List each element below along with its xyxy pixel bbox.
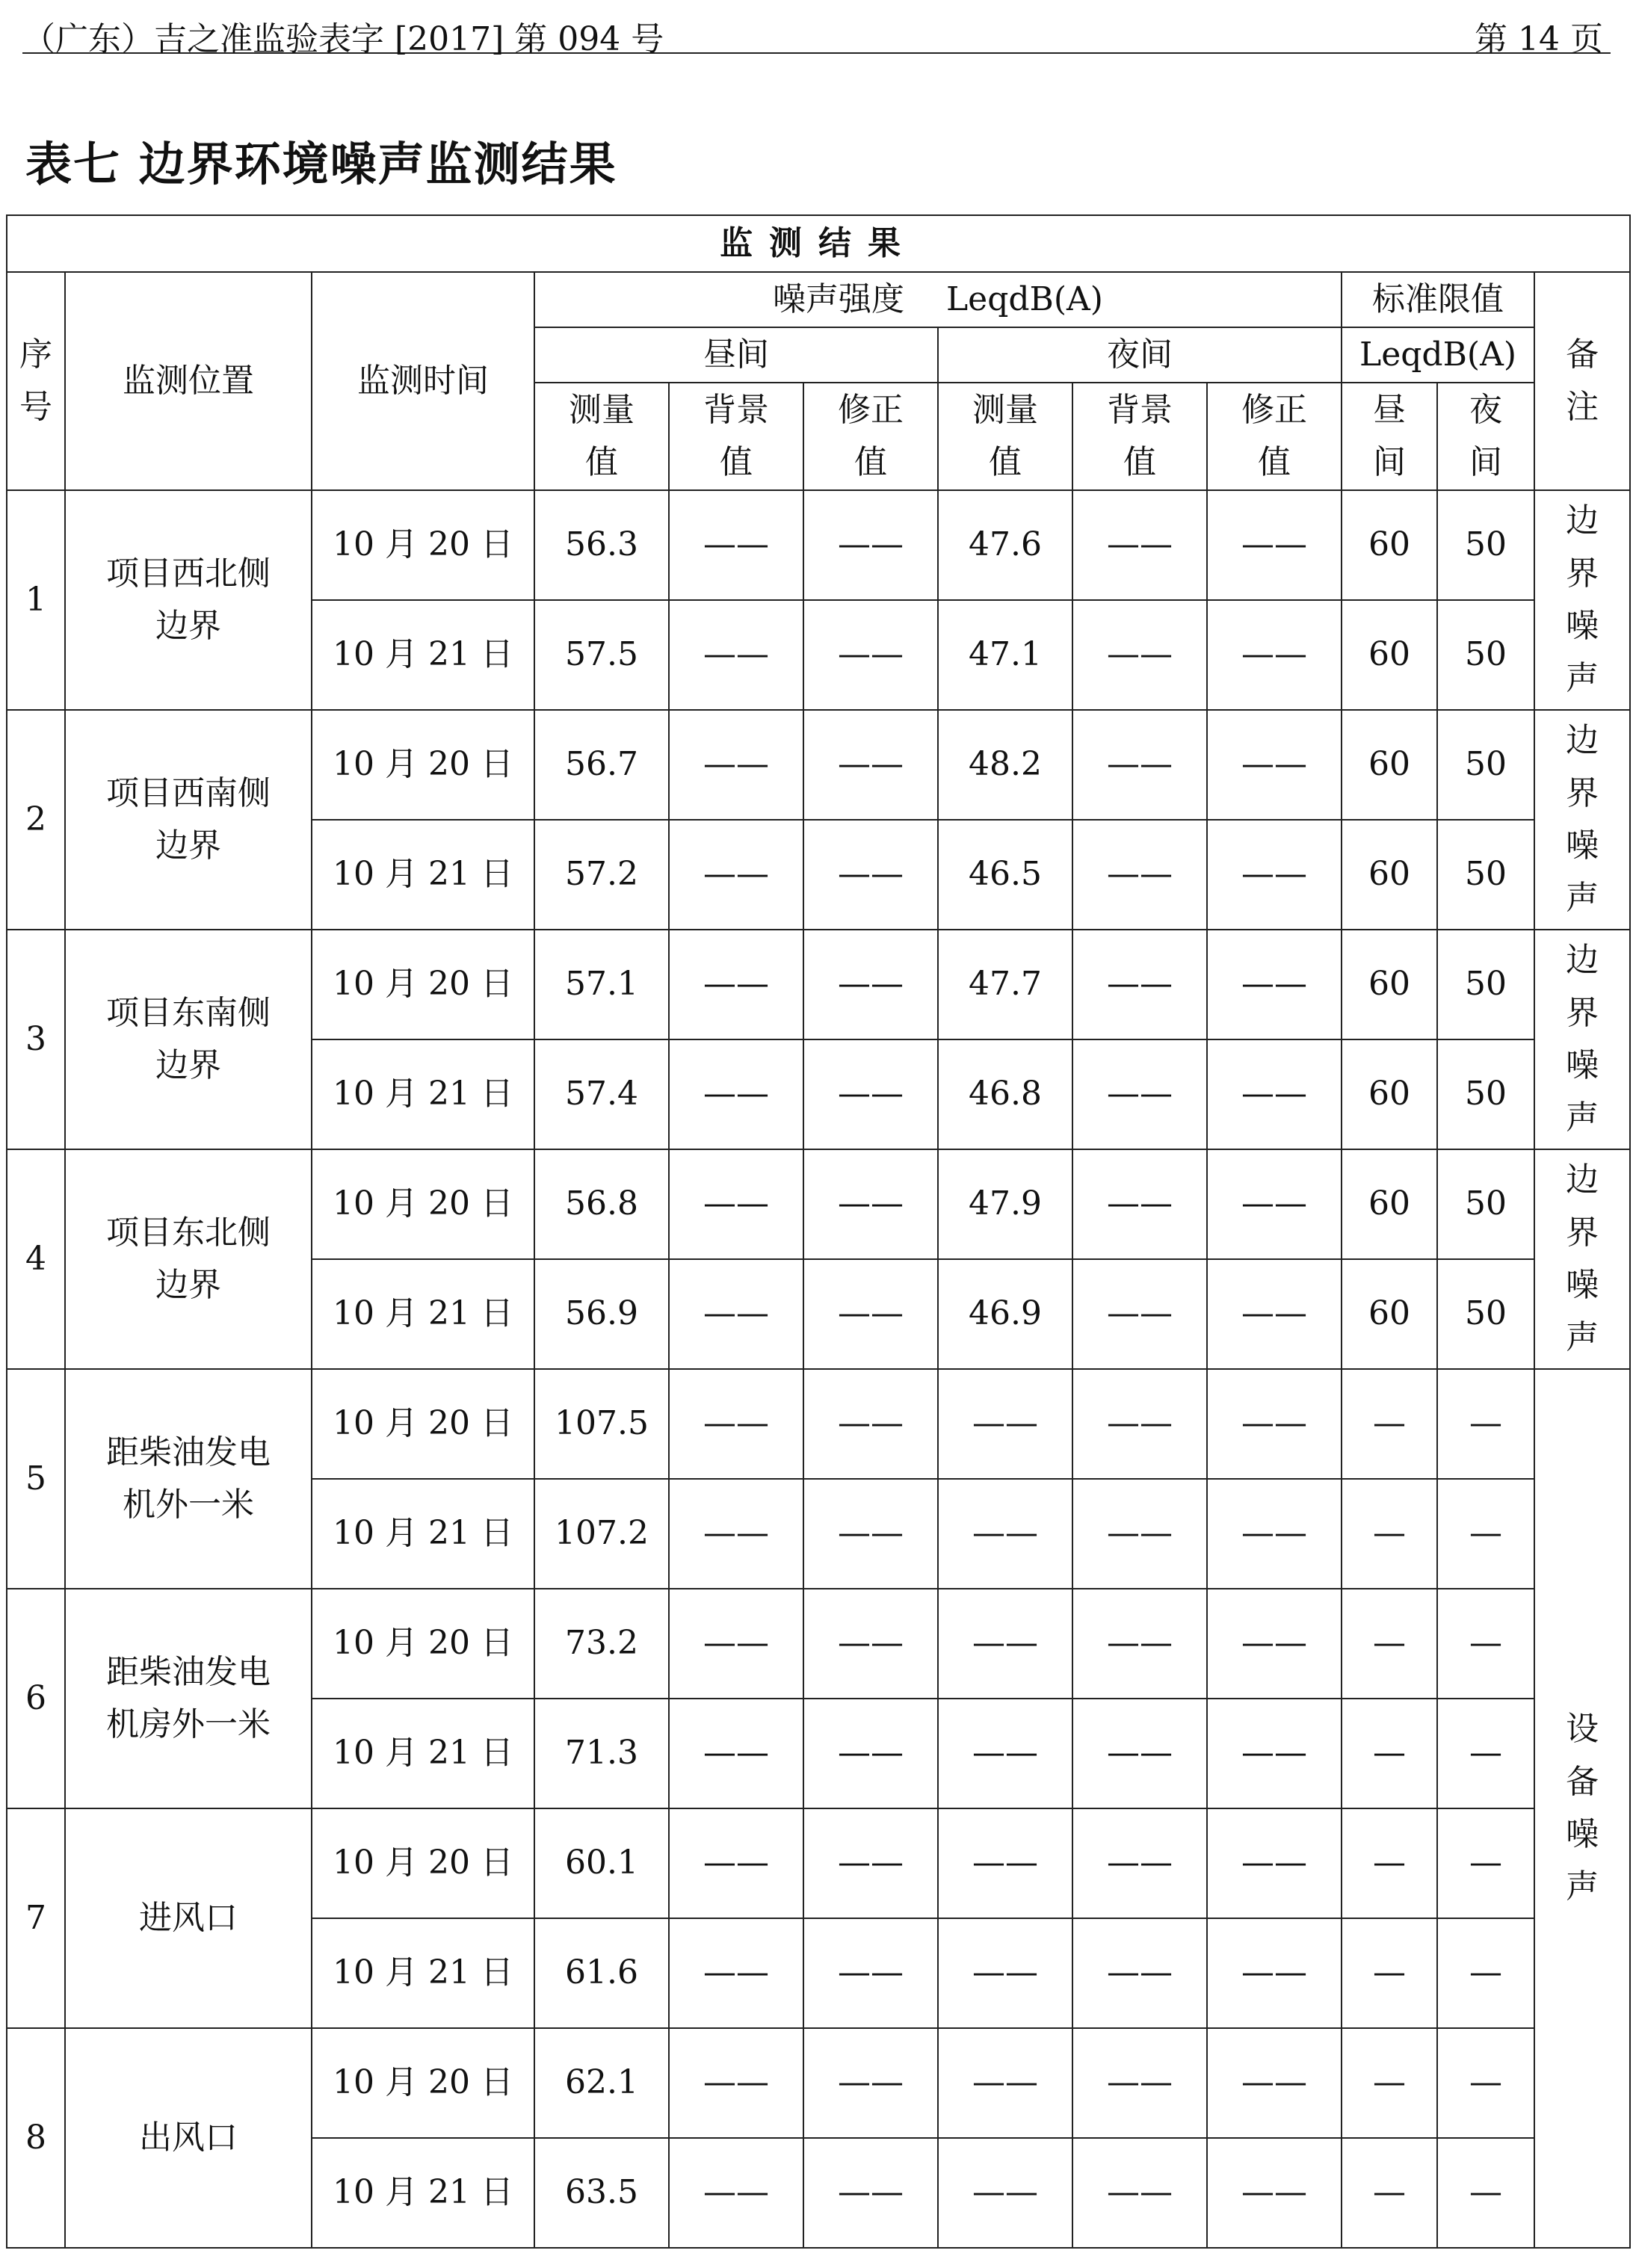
- cell-day-corrected: ——: [803, 1808, 938, 1918]
- cell-day-measured: 57.5: [534, 600, 669, 710]
- cell-time: 10 月 21 日: [312, 820, 534, 930]
- header-night-background: 背景值: [1072, 383, 1207, 490]
- cell-remark: 边界噪声: [1534, 490, 1630, 710]
- cell-night-corrected: ——: [1207, 1589, 1342, 1699]
- cell-seq: 1: [7, 490, 65, 710]
- cell-day-measured: 62.1: [534, 2028, 669, 2138]
- cell-time: 10 月 21 日: [312, 1699, 534, 1808]
- cell-day-background: ——: [669, 1918, 803, 2028]
- cell-day-background: ——: [669, 1149, 803, 1259]
- cell-night-background: ——: [1072, 1479, 1207, 1589]
- cell-limit-day: 60: [1342, 600, 1437, 710]
- cell-limit-night: 50: [1437, 490, 1534, 600]
- cell-night-measured: ——: [938, 1369, 1072, 1479]
- cell-limit-day: 60: [1342, 490, 1437, 600]
- cell-night-corrected: ——: [1207, 2138, 1342, 2248]
- cell-seq: 7: [7, 1808, 65, 2028]
- cell-day-background: ——: [669, 1589, 803, 1699]
- table-row: [7, 930, 1630, 1039]
- cell-night-corrected: ——: [1207, 930, 1342, 1039]
- cell-time: 10 月 20 日: [312, 710, 534, 820]
- cell-day-background: ——: [669, 2138, 803, 2248]
- cell-night-measured: ——: [938, 1918, 1072, 2028]
- page-number: 第 14 页: [1475, 20, 1603, 58]
- cell-day-measured: 73.2: [534, 1589, 669, 1699]
- cell-location: 项目西南侧边界: [65, 710, 312, 930]
- header-limit-day: 昼间: [1342, 383, 1437, 490]
- cell-day-corrected: ——: [803, 820, 938, 930]
- cell-seq: 3: [7, 930, 65, 1149]
- cell-day-corrected: ——: [803, 600, 938, 710]
- cell-limit-day: 60: [1342, 1259, 1437, 1369]
- cell-day-corrected: ——: [803, 1149, 938, 1259]
- cell-time: 10 月 20 日: [312, 1589, 534, 1699]
- cell-night-measured: 46.8: [938, 1039, 1072, 1149]
- cell-night-corrected: ——: [1207, 1039, 1342, 1149]
- cell-day-measured: 63.5: [534, 2138, 669, 2248]
- cell-limit-night: —: [1437, 2028, 1534, 2138]
- cell-night-measured: ——: [938, 2028, 1072, 2138]
- cell-night-measured: ——: [938, 1589, 1072, 1699]
- cell-night-corrected: ——: [1207, 1369, 1342, 1479]
- cell-day-measured: 56.3: [534, 490, 669, 600]
- cell-limit-night: 50: [1437, 1039, 1534, 1149]
- cell-night-measured: 47.7: [938, 930, 1072, 1039]
- cell-day-background: ——: [669, 1479, 803, 1589]
- header-limit-title: 标准限值: [1342, 272, 1534, 327]
- header-time: 监测时间: [312, 272, 534, 490]
- cell-day-background: ——: [669, 2028, 803, 2138]
- cell-night-background: ——: [1072, 1259, 1207, 1369]
- cell-night-background: ——: [1072, 1808, 1207, 1918]
- cell-day-background: ——: [669, 820, 803, 930]
- cell-night-corrected: ——: [1207, 1918, 1342, 2028]
- cell-time: 10 月 21 日: [312, 1259, 534, 1369]
- cell-remark: 边界噪声: [1534, 710, 1630, 930]
- header-day-corrected: 修正值: [803, 383, 938, 490]
- cell-time: 10 月 21 日: [312, 2138, 534, 2248]
- cell-night-background: ——: [1072, 1039, 1207, 1149]
- cell-time: 10 月 20 日: [312, 490, 534, 600]
- cell-night-background: ——: [1072, 820, 1207, 930]
- cell-night-background: ——: [1072, 1149, 1207, 1259]
- cell-day-measured: 57.1: [534, 930, 669, 1039]
- cell-limit-night: —: [1437, 1918, 1534, 2028]
- table-row: [7, 710, 1630, 820]
- cell-limit-day: 60: [1342, 1039, 1437, 1149]
- cell-night-measured: 46.9: [938, 1259, 1072, 1369]
- cell-night-background: ——: [1072, 2138, 1207, 2248]
- cell-night-measured: ——: [938, 1808, 1072, 1918]
- cell-day-measured: 57.4: [534, 1039, 669, 1149]
- cell-day-corrected: ——: [803, 1918, 938, 2028]
- cell-night-measured: 48.2: [938, 710, 1072, 820]
- cell-location: 距柴油发电机房外一米: [65, 1589, 312, 1808]
- cell-night-background: ——: [1072, 710, 1207, 820]
- cell-day-measured: 61.6: [534, 1918, 669, 2028]
- header-seq: 序号: [7, 272, 65, 490]
- cell-night-background: ——: [1072, 1699, 1207, 1808]
- cell-day-measured: 60.1: [534, 1808, 669, 1918]
- header-limit-unit: LeqdB(A): [1342, 327, 1534, 383]
- header-day-background: 背景值: [669, 383, 803, 490]
- cell-limit-night: 50: [1437, 1149, 1534, 1259]
- cell-night-corrected: ——: [1207, 1259, 1342, 1369]
- cell-night-corrected: ——: [1207, 820, 1342, 930]
- cell-night-background: ——: [1072, 1589, 1207, 1699]
- cell-time: 10 月 20 日: [312, 1369, 534, 1479]
- cell-limit-day: —: [1342, 1918, 1437, 2028]
- cell-day-background: ——: [669, 1369, 803, 1479]
- cell-limit-night: 50: [1437, 1259, 1534, 1369]
- header-intensity: 噪声强度 LeqdB(A): [534, 272, 1342, 327]
- cell-night-background: ——: [1072, 490, 1207, 600]
- header-night: 夜间: [938, 327, 1342, 383]
- cell-limit-day: —: [1342, 1479, 1437, 1589]
- cell-time: 10 月 21 日: [312, 1039, 534, 1149]
- cell-limit-day: —: [1342, 2138, 1437, 2248]
- cell-limit-night: 50: [1437, 600, 1534, 710]
- cell-limit-night: —: [1437, 1369, 1534, 1479]
- cell-seq: 6: [7, 1589, 65, 1808]
- cell-limit-day: —: [1342, 2028, 1437, 2138]
- cell-night-measured: 47.6: [938, 490, 1072, 600]
- cell-limit-day: —: [1342, 1589, 1437, 1699]
- cell-seq: 4: [7, 1149, 65, 1369]
- cell-night-measured: 46.5: [938, 820, 1072, 930]
- page-header: [22, 4, 1611, 58]
- cell-night-background: ——: [1072, 2028, 1207, 2138]
- header-night-corrected: 修正值: [1207, 383, 1342, 490]
- cell-night-background: ——: [1072, 1369, 1207, 1479]
- cell-night-corrected: ——: [1207, 1699, 1342, 1808]
- cell-day-background: ——: [669, 1808, 803, 1918]
- cell-time: 10 月 21 日: [312, 1479, 534, 1589]
- cell-location: 距柴油发电机外一米: [65, 1369, 312, 1589]
- cell-location: 进风口: [65, 1808, 312, 2028]
- cell-day-measured: 57.2: [534, 820, 669, 930]
- noise-monitoring-table: [6, 214, 1631, 2249]
- cell-day-corrected: ——: [803, 1369, 938, 1479]
- cell-location: 项目西北侧边界: [65, 490, 312, 710]
- cell-day-background: ——: [669, 710, 803, 820]
- document-reference: （广东）吉之准监验表字 [2017] 第 094 号: [22, 20, 664, 58]
- cell-day-background: ——: [669, 1699, 803, 1808]
- table-row: [7, 1149, 1630, 1259]
- table-row: [7, 1369, 1630, 1479]
- table-row: [7, 490, 1630, 600]
- header-remark: 备注: [1534, 272, 1630, 490]
- table-title: 监测结果: [7, 215, 1630, 272]
- cell-night-corrected: ——: [1207, 2028, 1342, 2138]
- header-location: 监测位置: [65, 272, 312, 490]
- cell-night-corrected: ——: [1207, 600, 1342, 710]
- cell-limit-night: —: [1437, 1479, 1534, 1589]
- cell-day-background: ——: [669, 600, 803, 710]
- cell-night-corrected: ——: [1207, 1149, 1342, 1259]
- cell-limit-day: 60: [1342, 1149, 1437, 1259]
- cell-night-measured: 47.1: [938, 600, 1072, 710]
- cell-limit-night: —: [1437, 1699, 1534, 1808]
- cell-day-background: ——: [669, 490, 803, 600]
- cell-day-measured: 56.8: [534, 1149, 669, 1259]
- cell-day-corrected: ——: [803, 1699, 938, 1808]
- cell-location: 项目东北侧边界: [65, 1149, 312, 1369]
- header-night-measured: 测量值: [938, 383, 1072, 490]
- cell-day-measured: 107.2: [534, 1479, 669, 1589]
- cell-night-measured: ——: [938, 2138, 1072, 2248]
- cell-night-background: ——: [1072, 930, 1207, 1039]
- cell-limit-day: —: [1342, 1808, 1437, 1918]
- cell-limit-day: 60: [1342, 820, 1437, 930]
- header-limit-night: 夜间: [1437, 383, 1534, 490]
- cell-seq: 5: [7, 1369, 65, 1589]
- cell-day-measured: 107.5: [534, 1369, 669, 1479]
- cell-night-measured: ——: [938, 1479, 1072, 1589]
- cell-day-corrected: ——: [803, 1589, 938, 1699]
- cell-location: 项目东南侧边界: [65, 930, 312, 1149]
- cell-day-corrected: ——: [803, 490, 938, 600]
- table-row: [7, 2028, 1630, 2138]
- cell-day-corrected: ——: [803, 2138, 938, 2248]
- header-day: 昼间: [534, 327, 938, 383]
- cell-day-corrected: ——: [803, 1259, 938, 1369]
- cell-night-corrected: ——: [1207, 710, 1342, 820]
- cell-night-background: ——: [1072, 600, 1207, 710]
- cell-day-background: ——: [669, 930, 803, 1039]
- cell-time: 10 月 20 日: [312, 930, 534, 1039]
- cell-seq: 2: [7, 710, 65, 930]
- header-day-measured: 测量值: [534, 383, 669, 490]
- cell-day-corrected: ——: [803, 710, 938, 820]
- cell-limit-night: 50: [1437, 930, 1534, 1039]
- cell-day-corrected: ——: [803, 2028, 938, 2138]
- cell-day-measured: 56.7: [534, 710, 669, 820]
- cell-time: 10 月 20 日: [312, 1149, 534, 1259]
- cell-remark: 边界噪声: [1534, 930, 1630, 1149]
- cell-day-corrected: ——: [803, 1479, 938, 1589]
- cell-location: 出风口: [65, 2028, 312, 2248]
- cell-night-corrected: ——: [1207, 1479, 1342, 1589]
- cell-limit-day: —: [1342, 1699, 1437, 1808]
- cell-time: 10 月 20 日: [312, 1808, 534, 1918]
- cell-time: 10 月 21 日: [312, 1918, 534, 2028]
- cell-limit-night: 50: [1437, 710, 1534, 820]
- table-row: [7, 1589, 1630, 1699]
- cell-limit-day: 60: [1342, 710, 1437, 820]
- cell-night-measured: ——: [938, 1699, 1072, 1808]
- cell-limit-night: —: [1437, 1808, 1534, 1918]
- table-heading: 表七 边界环境噪声监测结果: [25, 137, 617, 191]
- cell-remark: 边界噪声: [1534, 1149, 1630, 1369]
- cell-day-measured: 56.9: [534, 1259, 669, 1369]
- cell-day-measured: 71.3: [534, 1699, 669, 1808]
- cell-day-background: ——: [669, 1039, 803, 1149]
- cell-remark-equipment: 设备噪声: [1534, 1369, 1630, 2248]
- cell-limit-day: —: [1342, 1369, 1437, 1479]
- cell-day-corrected: ——: [803, 930, 938, 1039]
- cell-day-corrected: ——: [803, 1039, 938, 1149]
- cell-night-corrected: ——: [1207, 1808, 1342, 1918]
- cell-limit-night: 50: [1437, 820, 1534, 930]
- cell-seq: 8: [7, 2028, 65, 2248]
- table-row: [7, 1808, 1630, 1918]
- cell-night-corrected: ——: [1207, 490, 1342, 600]
- cell-night-measured: 47.9: [938, 1149, 1072, 1259]
- cell-day-background: ——: [669, 1259, 803, 1369]
- cell-time: 10 月 20 日: [312, 2028, 534, 2138]
- cell-limit-day: 60: [1342, 930, 1437, 1039]
- cell-time: 10 月 21 日: [312, 600, 534, 710]
- cell-limit-night: —: [1437, 2138, 1534, 2248]
- cell-night-background: ——: [1072, 1918, 1207, 2028]
- cell-limit-night: —: [1437, 1589, 1534, 1699]
